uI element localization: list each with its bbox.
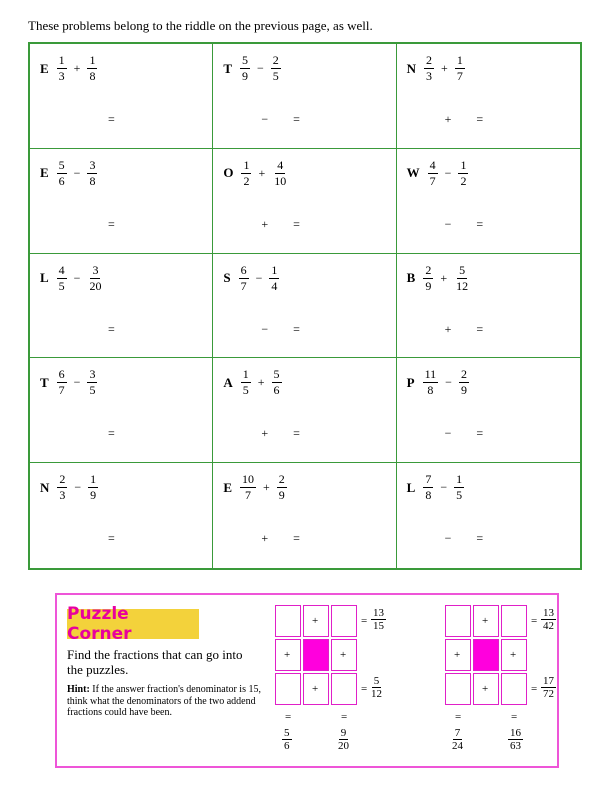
operator: −: [255, 270, 263, 285]
problem-letter: O: [223, 165, 234, 181]
answer-line: − =: [261, 321, 300, 336]
answer-line: =: [108, 426, 115, 441]
problem-cell: [30, 44, 213, 149]
problem-letter: E: [40, 165, 49, 181]
fraction: $\frac{2}{9}$: [460, 367, 467, 398]
puzzle-instructions: Find the fractions that can go into the puzzles.: [67, 647, 243, 677]
puzzle-cell[interactable]: [501, 605, 527, 637]
answer-line: =: [108, 216, 115, 231]
problem-grid: [28, 42, 582, 570]
intro-text: These problems belong to the riddle on the previous page, as well.: [28, 18, 373, 33]
fraction: $\frac{6}{7}$: [58, 367, 65, 398]
fraction: $\frac{5}{6}$: [58, 157, 65, 188]
operator: −: [74, 480, 82, 495]
problem-expression: [40, 54, 97, 83]
problem-cell: [397, 254, 580, 359]
equals-sign: =: [361, 683, 368, 695]
equals-sign: =: [531, 615, 538, 627]
answer-line: − =: [444, 531, 484, 546]
operator: −: [73, 375, 81, 390]
problem-cell: [30, 254, 213, 359]
plus-sign: +: [284, 649, 291, 661]
operator: +: [441, 61, 448, 75]
problem-letter: W: [406, 165, 420, 181]
column-result-fraction: 9 20: [338, 727, 349, 752]
problem-expression: [407, 159, 469, 188]
problem-letter: A: [223, 374, 233, 390]
problem-expression: [223, 159, 288, 188]
problem-letter: N: [40, 479, 50, 495]
answer-line: =: [108, 112, 115, 126]
problem-expression: [40, 473, 98, 502]
problem-expression: [40, 159, 97, 188]
problem-letter: E: [223, 479, 232, 495]
answer-line: + =: [261, 426, 300, 441]
problem-cell: [397, 463, 580, 568]
fraction: $\frac{1}{7}$: [456, 53, 463, 83]
fraction: $\frac{4}{7}$: [429, 157, 436, 188]
problem-expression: [40, 264, 103, 293]
problem-letter: L: [40, 270, 49, 286]
problem-cell: [397, 44, 580, 149]
fraction: $\frac{2}{3}$: [59, 472, 66, 503]
problem-expression: [40, 368, 97, 397]
operator: −: [73, 165, 81, 180]
plus-sign: +: [312, 615, 319, 627]
fraction: $\frac{1}{3}$: [58, 53, 65, 83]
fraction: $\frac{1}{2}$: [243, 157, 250, 188]
fraction: $\frac{1}{5}$: [456, 472, 463, 503]
fraction: $\frac{2}{9}$: [425, 262, 432, 293]
problem-expression: [223, 54, 280, 83]
problem-expression: [407, 368, 469, 397]
fraction: $\frac{10}{7}$: [242, 472, 254, 503]
problem-letter: L: [406, 479, 416, 495]
problem-cell: [213, 149, 396, 254]
plus-sign: +: [340, 649, 347, 661]
puzzle-corner-title: Puzzle Corner: [67, 609, 199, 639]
puzzle-cell[interactable]: [331, 605, 357, 637]
fraction: $\frac{2}{3}$: [426, 53, 433, 83]
operator: −: [444, 165, 452, 180]
equals-sign: =: [511, 711, 518, 723]
fraction: $\frac{3}{20}$: [89, 262, 102, 293]
operator: +: [73, 61, 81, 75]
puzzle-cell[interactable]: [501, 673, 527, 705]
plus-sign: +: [482, 615, 489, 627]
column-result-fraction: 7 24: [452, 727, 463, 752]
problem-cell: [30, 463, 213, 568]
problem-expression: [407, 473, 464, 502]
puzzle-cell[interactable]: [331, 673, 357, 705]
row-result-fraction: 13 15: [373, 607, 384, 632]
problem-cell: [213, 254, 396, 359]
hint-text: If the answer fraction's denominator is 15, think what the denominators of the two addend fractions could have been.: [67, 684, 261, 718]
equals-sign: =: [531, 683, 538, 695]
center-square: [303, 639, 329, 671]
row-result-fraction: 5 12: [371, 675, 382, 700]
problem-expression: [407, 264, 470, 293]
answer-line: − =: [444, 216, 484, 231]
puzzle-cell[interactable]: [445, 673, 471, 705]
fraction: $\frac{5}{6}$: [273, 367, 280, 398]
answer-line: + =: [261, 531, 300, 546]
operator: −: [445, 375, 452, 390]
fraction: $\frac{4}{10}$: [274, 157, 287, 188]
problem-expression: [223, 473, 286, 502]
answer-line: − =: [261, 112, 300, 126]
puzzle-corner: [55, 593, 559, 768]
operator: +: [440, 270, 448, 285]
fraction: $\frac{2}{5}$: [272, 53, 279, 83]
fraction: $\frac{5}{12}$: [456, 262, 469, 293]
row-result-fraction: 13 42: [543, 607, 554, 632]
operator: +: [263, 480, 270, 495]
column-result-fraction: 5 6: [284, 727, 290, 752]
answer-line: + =: [261, 216, 300, 231]
operator: −: [73, 270, 81, 285]
problem-letter: T: [223, 60, 232, 76]
plus-sign: +: [510, 649, 517, 661]
plus-sign: +: [454, 649, 461, 661]
plus-sign: +: [482, 683, 489, 695]
fraction: $\frac{1}{4}$: [271, 262, 278, 293]
fraction: $\frac{4}{5}$: [58, 262, 65, 293]
problem-letter: E: [40, 60, 49, 76]
problem-letter: S: [223, 270, 231, 286]
problem-cell: [397, 358, 580, 463]
problem-cell: [397, 149, 580, 254]
operator: +: [258, 165, 266, 180]
problem-cell: [30, 149, 213, 254]
row-result-fraction: 17 72: [543, 675, 554, 700]
puzzle-hint: [67, 684, 267, 719]
problem-letter: B: [406, 270, 416, 286]
puzzle-cell[interactable]: [275, 605, 301, 637]
fraction: $\frac{11}{8}$: [424, 367, 437, 398]
puzzle-cell[interactable]: [275, 673, 301, 705]
equals-sign: =: [341, 711, 348, 723]
problem-cell: [30, 358, 213, 463]
fraction: $\frac{1}{2}$: [460, 157, 467, 188]
column-result-fraction: 16 63: [510, 727, 521, 752]
problem-expression: [407, 54, 465, 83]
fraction: $\frac{6}{7}$: [240, 262, 247, 293]
equals-sign: =: [285, 711, 292, 723]
problem-cell: [213, 44, 396, 149]
answer-line: + =: [444, 321, 484, 336]
plus-sign: +: [312, 683, 319, 695]
hint-label: Hint:: [67, 684, 90, 695]
problem-cell: [213, 463, 396, 568]
problem-letter: T: [40, 374, 49, 390]
fraction: $\frac{5}{9}$: [242, 53, 248, 83]
answer-line: =: [108, 321, 115, 336]
problem-cell: [213, 358, 396, 463]
fraction: $\frac{2}{9}$: [278, 472, 285, 503]
problem-expression: [223, 368, 281, 397]
fraction: $\frac{7}{8}$: [425, 472, 432, 503]
fraction: $\frac{1}{9}$: [90, 472, 97, 503]
problem-letter: N: [406, 60, 417, 76]
fraction: $\frac{3}{8}$: [89, 157, 96, 188]
operator: −: [440, 480, 448, 495]
answer-line: − =: [444, 426, 484, 441]
problem-expression: [223, 264, 279, 293]
answer-line: + =: [444, 112, 484, 126]
answer-line: =: [108, 531, 115, 546]
puzzle-cell[interactable]: [445, 605, 471, 637]
equals-sign: =: [361, 615, 368, 627]
operator: −: [257, 61, 264, 75]
equals-sign: =: [455, 711, 462, 723]
center-square: [473, 639, 499, 671]
problem-letter: P: [406, 374, 415, 390]
fraction: $\frac{3}{5}$: [89, 367, 96, 398]
operator: +: [257, 375, 265, 390]
fraction: $\frac{1}{5}$: [242, 367, 249, 398]
fraction: $\frac{1}{8}$: [89, 53, 96, 83]
